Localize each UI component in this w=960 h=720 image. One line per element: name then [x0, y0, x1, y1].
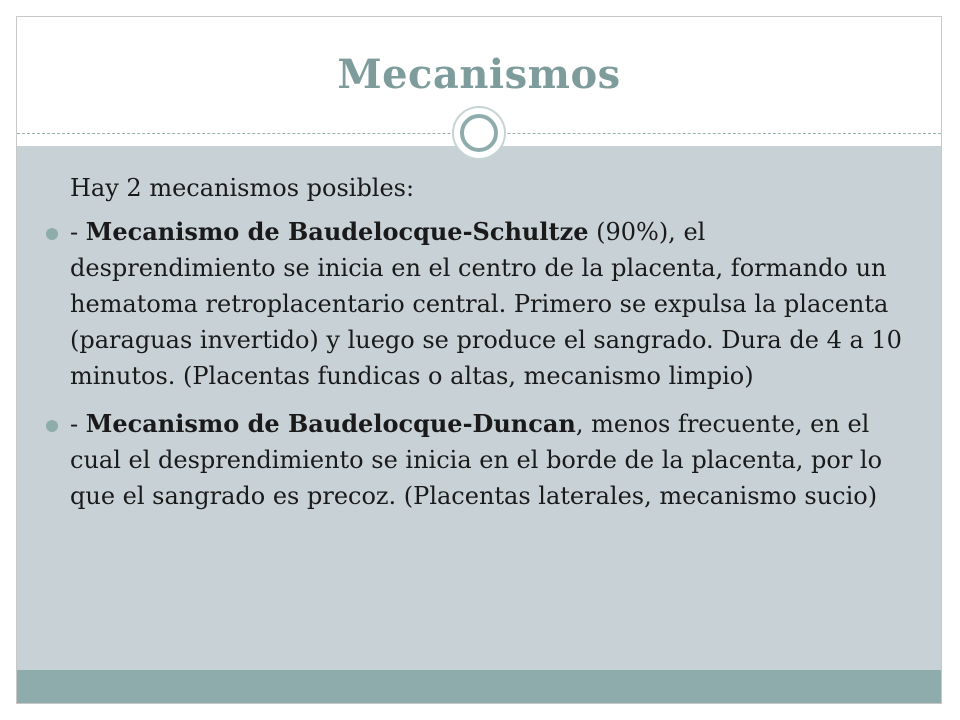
ring-icon: [452, 106, 506, 160]
bullet-term-schultze: Mecanismo de Baudelocque-Schultze: [85, 217, 589, 246]
bullet-dot-icon: [46, 420, 58, 432]
bullet-list: [46, 214, 906, 526]
footer-band: [17, 670, 941, 703]
intro-text: Hay 2 mecanismos posibles:: [70, 174, 415, 202]
bullet-description-schultze: (90%), el desprendimiento se inicia en el centro de la placenta, formando un hematoma retroplacentario central. Primero se expulsa la placenta (paraguas invertido) y luego se produce el sangrado. Dura de 4 a 10 minutos. (Placentas fundicas o altas, mecanismo limpio): [70, 218, 902, 390]
bullet-item-duncan: [46, 406, 906, 514]
bullet-prefix: -: [70, 218, 86, 246]
ring-inner: [460, 114, 498, 152]
bullet-description-duncan: , menos frecuente, en el cual el desprendimiento se inicia en el borde de la placenta, por lo que el sangrado es precoz. (Placentas laterales, mecanismo sucio): [70, 410, 883, 510]
bullet-term-duncan: Mecanismo de Baudelocque-Duncan: [85, 409, 576, 438]
bullet-dot-icon: [46, 228, 58, 240]
slide-title: Mecanismos: [337, 51, 621, 98]
bullet-prefix: -: [70, 410, 86, 438]
bullet-item-schultze: [46, 214, 906, 394]
